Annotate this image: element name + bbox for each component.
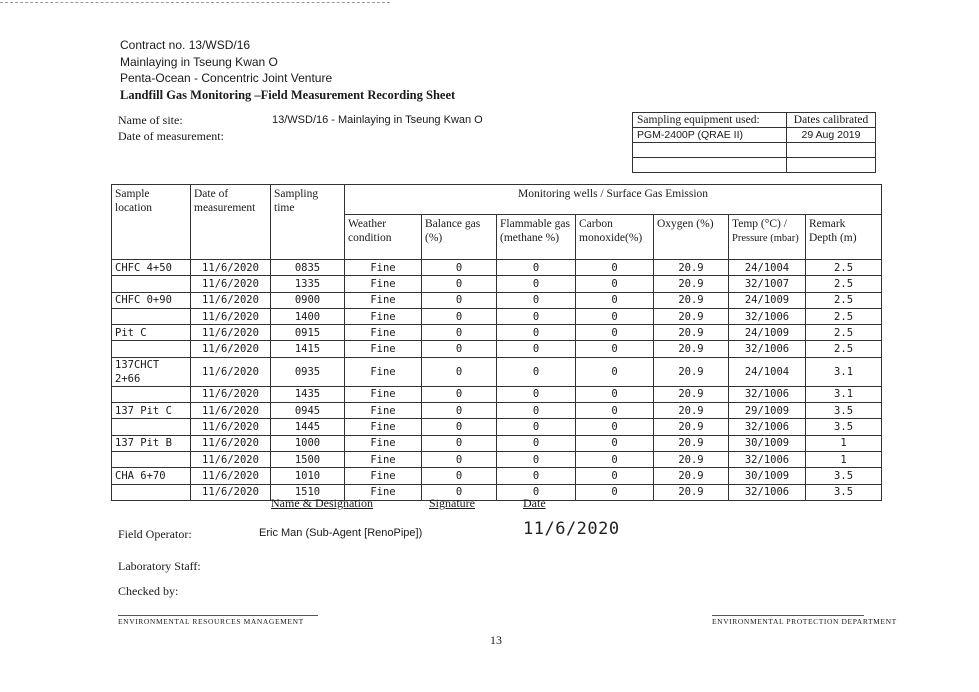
cell-depth: 2.5 <box>806 260 882 276</box>
cell-weather: Fine <box>345 292 422 308</box>
cell-depth: 1 <box>806 451 882 467</box>
table-row <box>112 308 882 324</box>
cell-balance-gas: 0 <box>422 451 497 467</box>
cell-balance-gas: 0 <box>422 468 497 484</box>
cell-time: 1510 <box>271 484 345 500</box>
cell-carbon-monoxide: 0 <box>576 325 654 341</box>
cell-flammable-gas: 0 <box>497 341 576 357</box>
cell-depth: 3.5 <box>806 484 882 500</box>
equipment-used-cell: PGM-2400P (QRAE II) <box>633 128 787 143</box>
cell-sample-location <box>112 276 191 292</box>
cell-oxygen: 20.9 <box>654 308 729 324</box>
checked-by-label: Checked by: <box>118 584 179 598</box>
cell-temp-pressure: 24/1009 <box>729 325 806 341</box>
cell-time: 1500 <box>271 451 345 467</box>
col-pressure-label: Pressure (mbar) <box>732 232 799 244</box>
col-flammable-gas: Flammable gas (methane %) <box>497 215 576 260</box>
cell-weather: Fine <box>345 357 422 386</box>
cell-weather: Fine <box>345 451 422 467</box>
cell-time: 0935 <box>271 357 345 386</box>
cell-carbon-monoxide: 0 <box>576 451 654 467</box>
cell-oxygen: 20.9 <box>654 386 729 402</box>
table-row <box>112 468 882 484</box>
cell-weather: Fine <box>345 308 422 324</box>
cell-time: 1335 <box>271 276 345 292</box>
cell-flammable-gas: 0 <box>497 260 576 276</box>
site-name-label: Name of site: <box>118 113 183 127</box>
cell-sample-location: CHA 6+70 <box>112 468 191 484</box>
cell-temp-pressure: 30/1009 <box>729 435 806 451</box>
cell-oxygen: 20.9 <box>654 435 729 451</box>
cell-oxygen: 20.9 <box>654 341 729 357</box>
cell-balance-gas: 0 <box>422 386 497 402</box>
cell-time: 0945 <box>271 403 345 419</box>
cell-depth: 3.1 <box>806 357 882 386</box>
cell-sample-location: 137 Pit B <box>112 435 191 451</box>
contractor-name: Penta-Ocean - Concentric Joint Venture <box>120 71 333 85</box>
cell-date: 11/6/2020 <box>191 435 271 451</box>
cell-flammable-gas: 0 <box>497 357 576 386</box>
cell-carbon-monoxide: 0 <box>576 341 654 357</box>
cell-time: 1445 <box>271 419 345 435</box>
footer-rule-right <box>712 615 864 616</box>
cell-weather: Fine <box>345 260 422 276</box>
cell-balance-gas: 0 <box>422 357 497 386</box>
cell-date: 11/6/2020 <box>191 292 271 308</box>
site-info <box>118 112 483 144</box>
cell-carbon-monoxide: 0 <box>576 403 654 419</box>
footer-left: ENVIRONMENTAL RESOURCES MANAGEMENT <box>118 617 304 626</box>
cell-sample-location <box>112 386 191 402</box>
cell-balance-gas: 0 <box>422 341 497 357</box>
col-sampling-time: Sampling time <box>271 185 345 260</box>
signature-header: Signature <box>429 496 475 510</box>
col-weather: Weather condition <box>345 215 422 260</box>
site-name-value: 13/WSD/16 - Mainlaying in Tseung Kwan O <box>272 114 483 126</box>
cell-weather: Fine <box>345 325 422 341</box>
table-row <box>112 292 882 308</box>
table-row <box>112 357 882 386</box>
cell-carbon-monoxide: 0 <box>576 386 654 402</box>
table-row <box>112 260 882 276</box>
cell-flammable-gas: 0 <box>497 386 576 402</box>
col-depth-label: Depth (m) <box>809 231 857 244</box>
cell-flammable-gas: 0 <box>497 468 576 484</box>
col-balance-gas: Balance gas (%) <box>422 215 497 260</box>
cell-sample-location: CHFC 4+50 <box>112 260 191 276</box>
cell-weather: Fine <box>345 341 422 357</box>
col-date-of-measurement: Date of measurement <box>191 185 271 260</box>
cell-date: 11/6/2020 <box>191 325 271 341</box>
cell-sample-location: 137 Pit C <box>112 403 191 419</box>
cell-time: 0835 <box>271 260 345 276</box>
cell-oxygen: 20.9 <box>654 325 729 341</box>
cell-date: 11/6/2020 <box>191 484 271 500</box>
cell-depth: 3.5 <box>806 419 882 435</box>
cell-flammable-gas: 0 <box>497 276 576 292</box>
dates-calibrated-cell <box>787 143 876 158</box>
cell-sample-location <box>112 341 191 357</box>
cell-flammable-gas: 0 <box>497 292 576 308</box>
cell-weather: Fine <box>345 484 422 500</box>
table-row <box>112 484 882 500</box>
col-remark-depth <box>806 215 882 260</box>
cell-temp-pressure: 32/1006 <box>729 341 806 357</box>
cell-balance-gas: 0 <box>422 325 497 341</box>
cell-sample-location: Pit C <box>112 325 191 341</box>
cell-balance-gas: 0 <box>422 276 497 292</box>
name-designation-header: Name & Designation <box>271 496 373 510</box>
cell-date: 11/6/2020 <box>191 276 271 292</box>
equipment-used-header: Sampling equipment used: <box>633 113 787 128</box>
cell-flammable-gas: 0 <box>497 419 576 435</box>
cell-weather: Fine <box>345 276 422 292</box>
cell-balance-gas: 0 <box>422 419 497 435</box>
cell-depth: 1 <box>806 435 882 451</box>
cell-date: 11/6/2020 <box>191 403 271 419</box>
cell-oxygen: 20.9 <box>654 357 729 386</box>
cell-temp-pressure: 24/1004 <box>729 357 806 386</box>
cell-balance-gas: 0 <box>422 435 497 451</box>
cell-date: 11/6/2020 <box>191 419 271 435</box>
cell-date: 11/6/2020 <box>191 308 271 324</box>
cell-weather: Fine <box>345 419 422 435</box>
equipment-table <box>632 112 876 173</box>
field-operator-name: Eric Man (Sub-Agent [RenoPipe]) <box>259 527 423 539</box>
cell-balance-gas: 0 <box>422 403 497 419</box>
cell-depth: 2.5 <box>806 341 882 357</box>
cell-time: 1400 <box>271 308 345 324</box>
cell-time: 0915 <box>271 325 345 341</box>
cell-flammable-gas: 0 <box>497 484 576 500</box>
cell-date: 11/6/2020 <box>191 341 271 357</box>
equipment-used-cell <box>633 143 787 158</box>
laboratory-staff-label: Laboratory Staff: <box>118 559 201 573</box>
cell-balance-gas: 0 <box>422 484 497 500</box>
col-sample-location: Sample location <box>112 185 191 260</box>
cell-weather: Fine <box>345 403 422 419</box>
cell-date: 11/6/2020 <box>191 451 271 467</box>
table-row <box>112 451 882 467</box>
cell-depth: 3.5 <box>806 403 882 419</box>
table-row <box>112 419 882 435</box>
cell-carbon-monoxide: 0 <box>576 468 654 484</box>
cell-temp-pressure: 24/1009 <box>729 292 806 308</box>
cell-flammable-gas: 0 <box>497 308 576 324</box>
dates-calibrated-header: Dates calibrated <box>787 113 876 128</box>
cell-weather: Fine <box>345 435 422 451</box>
equipment-used-cell <box>633 158 787 173</box>
cell-flammable-gas: 0 <box>497 435 576 451</box>
footer-rule-left <box>118 615 318 616</box>
cell-depth: 2.5 <box>806 292 882 308</box>
sheet-title: Landfill Gas Monitoring –Field Measurement Recording Sheet <box>120 87 456 102</box>
cell-carbon-monoxide: 0 <box>576 292 654 308</box>
col-remark-label: Remark <box>809 218 846 230</box>
cell-weather: Fine <box>345 468 422 484</box>
field-operator-label: Field Operator: <box>118 527 192 541</box>
cell-oxygen: 20.9 <box>654 260 729 276</box>
cell-depth: 2.5 <box>806 325 882 341</box>
cell-temp-pressure: 32/1006 <box>729 484 806 500</box>
cell-sample-location: 137CHCT 2+66 <box>112 357 191 386</box>
cell-carbon-monoxide: 0 <box>576 276 654 292</box>
date-header: Date <box>523 496 546 510</box>
cell-temp-pressure: 32/1007 <box>729 276 806 292</box>
cell-temp-pressure: 32/1006 <box>729 386 806 402</box>
cell-oxygen: 20.9 <box>654 292 729 308</box>
cell-time: 1010 <box>271 468 345 484</box>
footer-right: ENVIRONMENTAL PROTECTION DEPARTMENT <box>712 617 897 626</box>
cell-time: 0900 <box>271 292 345 308</box>
cell-flammable-gas: 0 <box>497 403 576 419</box>
cell-temp-pressure: 32/1006 <box>729 451 806 467</box>
cell-temp-pressure: 29/1009 <box>729 403 806 419</box>
scan-artifact-line <box>0 2 390 3</box>
cell-balance-gas: 0 <box>422 292 497 308</box>
cell-flammable-gas: 0 <box>497 451 576 467</box>
cell-depth: 2.5 <box>806 308 882 324</box>
cell-sample-location: CHFC 0+90 <box>112 292 191 308</box>
cell-oxygen: 20.9 <box>654 451 729 467</box>
cell-depth: 2.5 <box>806 276 882 292</box>
cell-carbon-monoxide: 0 <box>576 308 654 324</box>
col-carbon-monoxide: Carbon monoxide(%) <box>576 215 654 260</box>
col-temp-pressure <box>729 215 806 260</box>
cell-sample-location <box>112 484 191 500</box>
document-header <box>120 37 455 103</box>
cell-flammable-gas: 0 <box>497 325 576 341</box>
cell-date: 11/6/2020 <box>191 468 271 484</box>
contract-number: Contract no. 13/WSD/16 <box>120 38 251 52</box>
cell-time: 1415 <box>271 341 345 357</box>
project-name: Mainlaying in Tseung Kwan O <box>120 54 278 69</box>
cell-oxygen: 20.9 <box>654 484 729 500</box>
cell-date: 11/6/2020 <box>191 260 271 276</box>
cell-weather: Fine <box>345 386 422 402</box>
cell-temp-pressure: 24/1004 <box>729 260 806 276</box>
cell-carbon-monoxide: 0 <box>576 419 654 435</box>
col-group-monitoring-wells: Monitoring wells / Surface Gas Emission <box>345 185 882 215</box>
table-row <box>112 386 882 402</box>
cell-oxygen: 20.9 <box>654 419 729 435</box>
table-row <box>112 435 882 451</box>
cell-time: 1435 <box>271 386 345 402</box>
measurement-table <box>111 184 882 501</box>
col-temp-label: Temp (°C) / <box>732 218 787 230</box>
cell-temp-pressure: 32/1006 <box>729 419 806 435</box>
cell-depth: 3.5 <box>806 468 882 484</box>
cell-carbon-monoxide: 0 <box>576 357 654 386</box>
cell-balance-gas: 0 <box>422 260 497 276</box>
measurement-date-label: Date of measurement: <box>118 129 224 143</box>
cell-oxygen: 20.9 <box>654 403 729 419</box>
cell-depth: 3.1 <box>806 386 882 402</box>
cell-date: 11/6/2020 <box>191 386 271 402</box>
dates-calibrated-cell: 29 Aug 2019 <box>787 128 876 143</box>
page-number: 13 <box>490 633 502 647</box>
dates-calibrated-cell <box>787 158 876 173</box>
table-row <box>112 325 882 341</box>
cell-sample-location <box>112 308 191 324</box>
cell-temp-pressure: 32/1006 <box>729 308 806 324</box>
table-row <box>112 403 882 419</box>
cell-oxygen: 20.9 <box>654 468 729 484</box>
cell-time: 1000 <box>271 435 345 451</box>
cell-balance-gas: 0 <box>422 308 497 324</box>
cell-oxygen: 20.9 <box>654 276 729 292</box>
cell-sample-location <box>112 451 191 467</box>
col-oxygen: Oxygen (%) <box>654 215 729 260</box>
cell-carbon-monoxide: 0 <box>576 484 654 500</box>
cell-temp-pressure: 30/1009 <box>729 468 806 484</box>
cell-sample-location <box>112 419 191 435</box>
cell-carbon-monoxide: 0 <box>576 260 654 276</box>
table-row <box>112 276 882 292</box>
cell-date: 11/6/2020 <box>191 357 271 386</box>
table-row <box>112 341 882 357</box>
field-operator-date: 11/6/2020 <box>523 519 620 539</box>
cell-carbon-monoxide: 0 <box>576 435 654 451</box>
